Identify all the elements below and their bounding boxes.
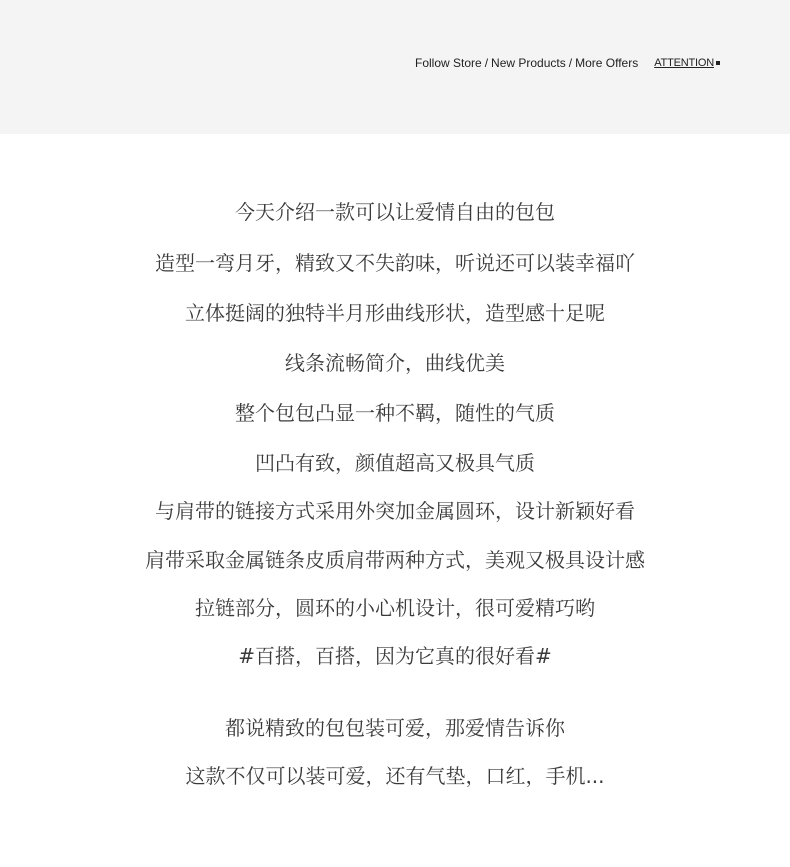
description-line: 与肩带的链接方式采用外突加金属圆环，设计新颖好看: [155, 499, 635, 523]
description-line: #百搭，百搭，因为它真的很好看#: [238, 644, 552, 668]
store-nav: [415, 56, 720, 70]
description-line: 肩带采取金属链条皮质肩带两种方式，美观又极具设计感: [145, 548, 645, 572]
attention-link[interactable]: [654, 57, 720, 69]
follow-store-link[interactable]: Follow Store: [415, 56, 482, 70]
description-line: 凹凸有致，颜值超高又极具气质: [255, 451, 535, 475]
description-line: 拉链部分，圆环的小心机设计，很可爱精巧哟: [195, 596, 595, 620]
description-line: 这款不仅可以装可爱，还有气垫，口红，手机...: [185, 764, 605, 788]
description-line: 立体挺阔的独特半月形曲线形状，造型感十足呢: [185, 301, 605, 325]
attention-label: ATTENTION: [654, 57, 714, 69]
description-line: 线条流畅简介，曲线优美: [285, 351, 505, 375]
more-offers-link[interactable]: More Offers: [575, 56, 639, 70]
description-line: 造型一弯月牙，精致又不失韵味，听说还可以装幸福吖: [155, 251, 635, 275]
nav-separator: /: [484, 56, 489, 70]
description-line: 整个包包凸显一种不羁，随性的气质: [235, 401, 555, 425]
square-icon: [716, 61, 720, 65]
description-line: 都说精致的包包装可爱，那爱情告诉你: [225, 716, 565, 740]
new-products-link[interactable]: New Products: [491, 56, 566, 70]
description-line: 今天介绍一款可以让爱情自由的包包: [235, 200, 555, 224]
nav-separator: /: [568, 56, 573, 70]
